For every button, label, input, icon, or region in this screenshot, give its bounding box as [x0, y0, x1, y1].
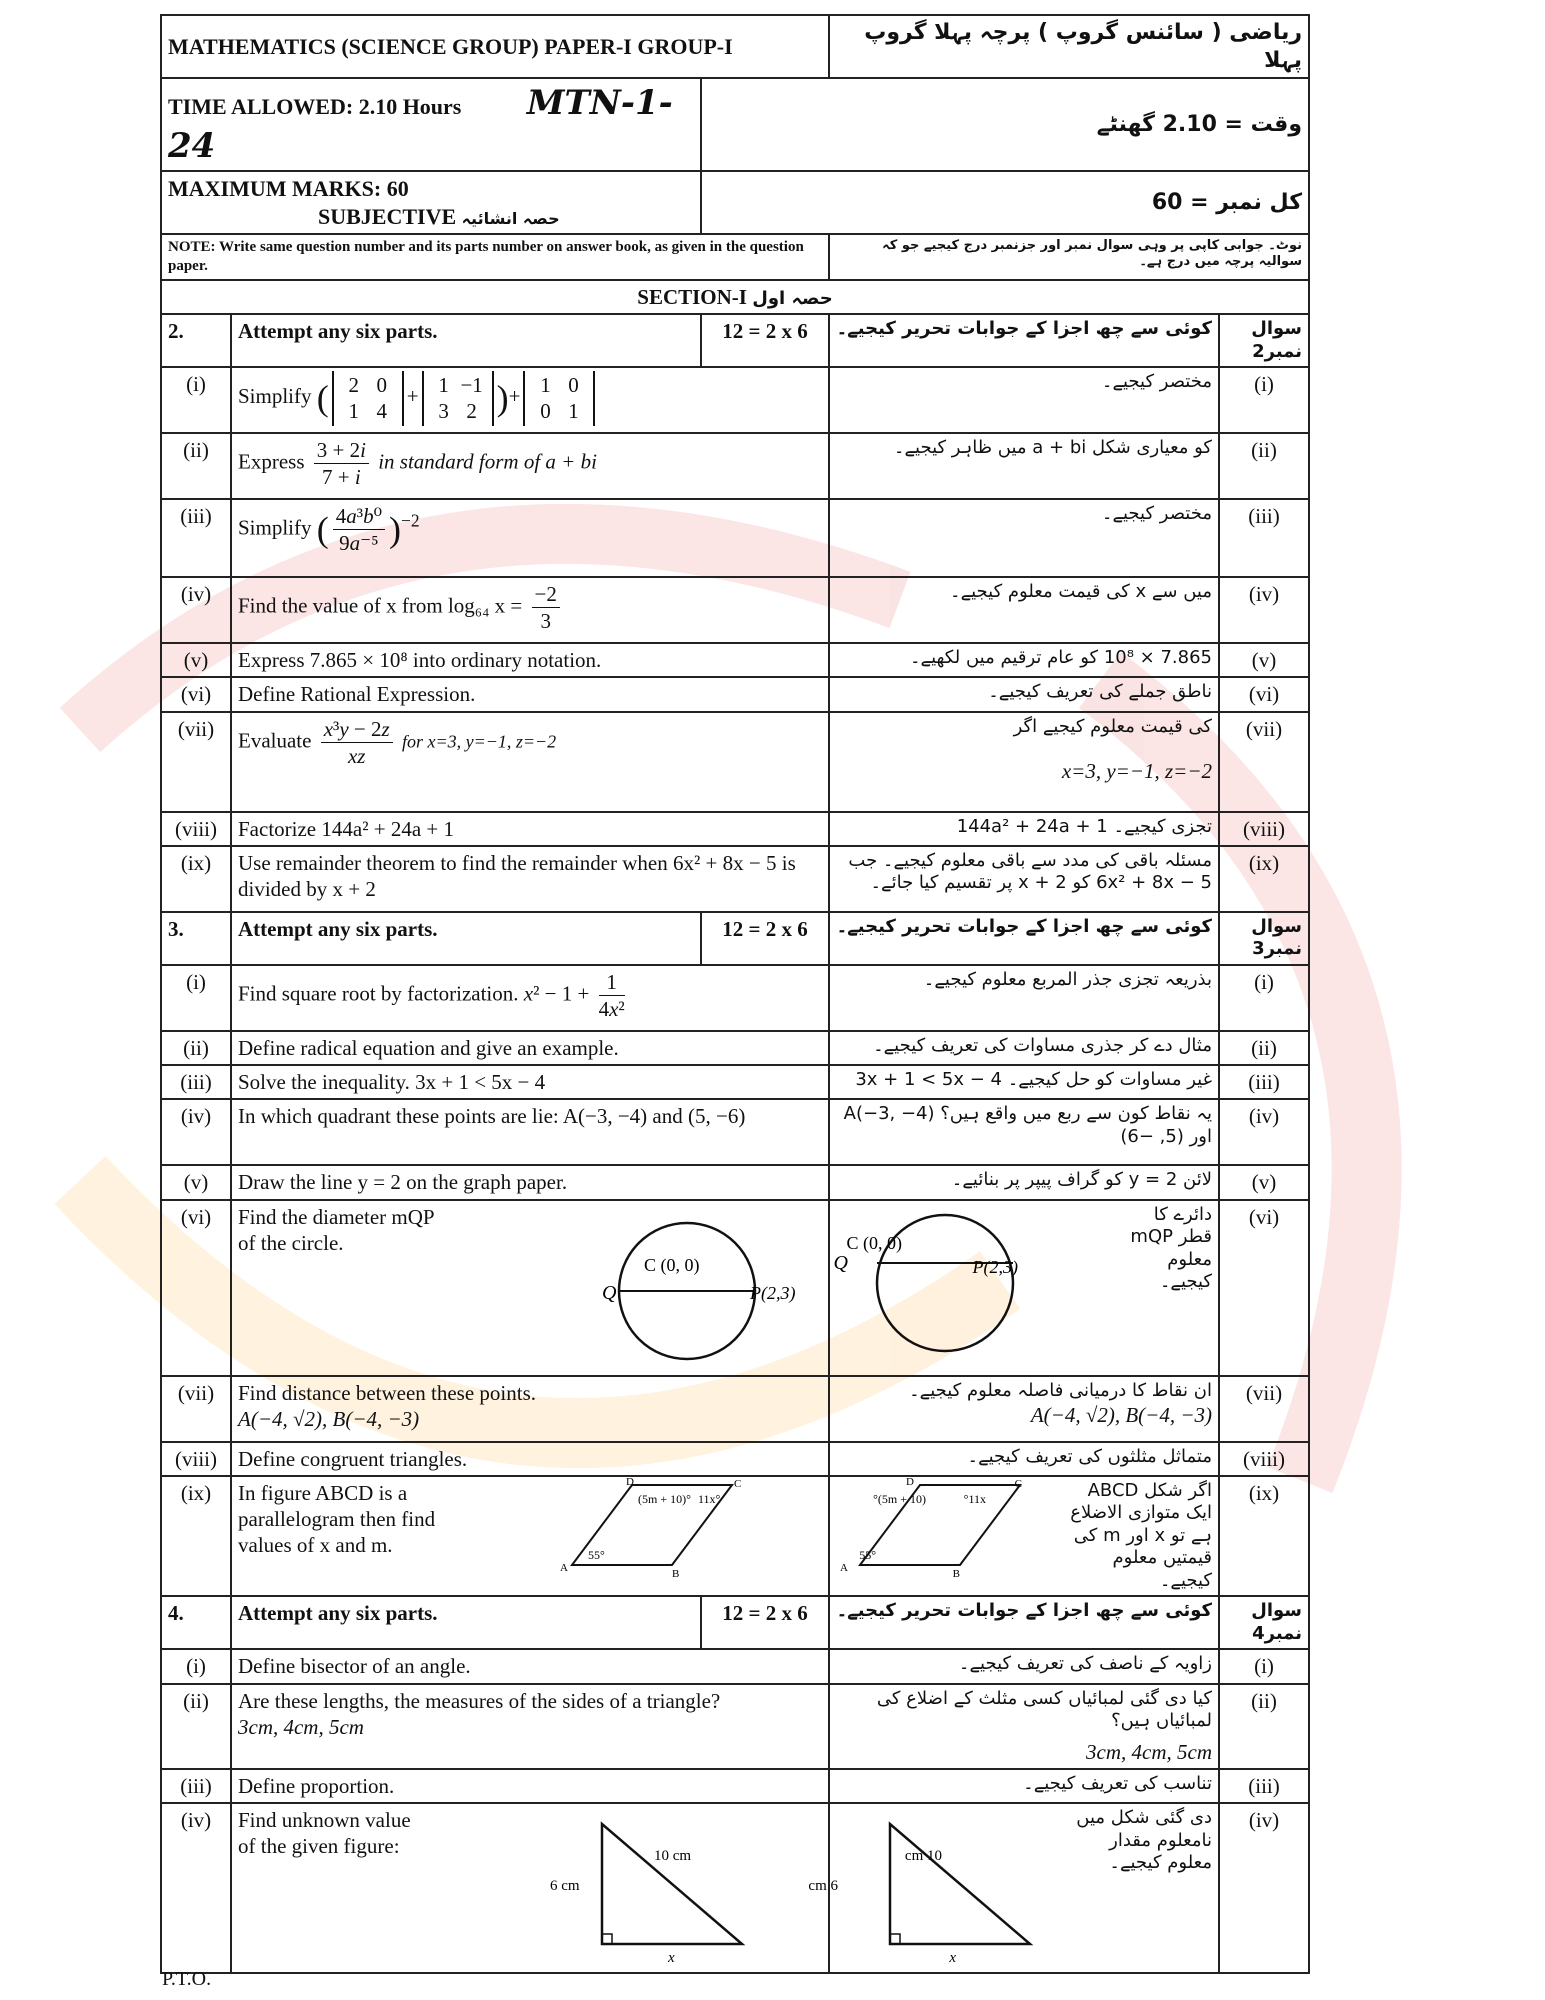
pto-footer: P.T.O.	[162, 1968, 212, 1990]
q3-part-v: (v) Draw the line y = 2 on the graph paper. لائن y = 2 کو گراف پیپر پر بنائیے۔ (v)	[161, 1165, 1309, 1199]
svg-text:(5m + 10)°: (5m + 10)°	[873, 1491, 926, 1506]
q4-part-iii: (iii) Define proportion. تناسب کی تعریف کیجیے۔ (iii)	[161, 1769, 1309, 1803]
marks-ur: کل نمبر = 60	[701, 171, 1309, 234]
triangle-figure-en	[542, 1804, 782, 1964]
q3-part-i: (i) Find square root by factorization. x² − 1 + $\frac{1}{\text{4x²}}$ بذریعہ تجزی جذر المربع معلوم کیجیے۔ (i)	[161, 965, 1309, 1031]
point-p-label: P(2,3)	[750, 1282, 796, 1303]
q2-part-ix: (ix) Use remainder theorem to find the remainder when 6x² + 8x − 5 is divided by x + 2 مسئلہ باقی کی مدد سے باقی معلوم کیجیے۔ جب 6x² + 8x − 5 کو x + 2 پر تقسیم کیا جائے۔ (ix)	[161, 846, 1309, 912]
svg-text:D: D	[906, 1475, 914, 1488]
q2-part-vii: (vii) Evaluate $\frac{\text{x³y − 2z}}{xz}$ for x=3, y=−1, z=−2 کی قیمت معلوم کیجیے اگر x=3, y=−1, z=−2 (vii)	[161, 712, 1309, 812]
svg-text:10 cm: 10 cm	[654, 1848, 692, 1864]
q3-part-vi: (vi) Find the diameter mQP of the circle. C (0, 0) Q P(2,3) C (0, 0) Q P(2,3) دائرے کا قطر mQP معلوم کیجیے۔ (vi)	[161, 1200, 1309, 1376]
q2-part-ii: (ii) Express $\frac{3 + 2i}{7 + i}$ in standard form of a + bi کو معیاری شکل a + bi میں ظاہر کیجیے۔ (ii)	[161, 433, 1309, 499]
svg-text:D: D	[626, 1475, 634, 1488]
svg-text:11x°: 11x°	[963, 1491, 986, 1506]
circle-figure-ur	[833, 1203, 1090, 1363]
marks-en: MAXIMUM MARKS: 60 SUBJECTIVE حصہ انشائیہ	[161, 171, 701, 234]
q4-part-ii: (ii) Are these lengths, the measures of the sides of a triangle? 3cm, 4cm, 5cm کیا دی گئی لمبائیاں کسی مثلث کے اضلاع کی لمبائیاں ہیں؟ 3cm, 4cm, 5cm (ii)	[161, 1684, 1309, 1769]
paper-code: MTN-1-24	[168, 83, 673, 166]
svg-text:B: B	[672, 1567, 680, 1580]
svg-text:A: A	[840, 1561, 848, 1574]
point-q-label: Q	[602, 1281, 617, 1304]
note-en: NOTE: Write same question number and its parts number on answer book, as given in the question paper.	[161, 234, 829, 280]
q3-part-iv: (iv) In which quadrant these points are lie: A(−3, −4) and (5, −6) یہ نقاط کون سے ربع میں واقع ہیں؟ A(−3, −4) اور (5, −6) (iv)	[161, 1099, 1309, 1165]
q3-part-iii: (iii) Solve the inequality. 3x + 1 < 5x − 4 غیر مساوات کو حل کیجیے۔ 3x + 1 < 5x − 4 (iii)	[161, 1065, 1309, 1099]
subjective-ur: حصہ انشائیہ	[461, 208, 560, 228]
svg-text:11x°: 11x°	[698, 1491, 721, 1506]
svg-text:(5m + 10)°: (5m + 10)°	[638, 1491, 691, 1506]
time-ur: وقت = 2.10 گھنٹے	[701, 78, 1309, 171]
q2-part-v: (v) Express 7.865 × 10⁸ into ordinary notation. 7.865 × 10⁸ کو عام ترقیم میں لکھیے۔ (v)	[161, 643, 1309, 677]
note-ur: نوٹ۔ جوابی کاپی پر وہی سوال نمبر اور جزنمبر درج کیجیے جو کہ سوالیہ پرچہ میں درج ہے۔	[829, 234, 1309, 280]
q3-part-vii: (vii) Find distance between these points. A(−4, √2), B(−4, −3) ان نقاط کا درمیانی فاصلہ معلوم کیجیے۔ A(−4, √2), B(−4, −3) (vii)	[161, 1376, 1309, 1442]
section-heading: SECTION-I حصہ اول	[161, 280, 1309, 315]
q4-part-iv: (iv) Find unknown value of the given figure: 6 cm 10 cm x 6 cm 10 cm x دی گئی شکل میں نامعلوم مقدار معلوم کیجیے۔ (iv)	[161, 1803, 1309, 1973]
q2-part-vi: (vi) Define Rational Expression. ناطق جملے کی تعریف کیجیے۔ (vi)	[161, 677, 1309, 711]
q2-part-iii: (iii) Simplify ( $\frac{\text{4a³b⁰}}{\text{9a⁻⁵}}$ )$^{-2}$ مختصر کیجیے۔ (iii)	[161, 499, 1309, 577]
q4-part-i: (i) Define bisector of an angle. زاویہ کے ناصف کی تعریف کیجیے۔ (i)	[161, 1649, 1309, 1683]
triangle-figure-ur	[808, 1804, 1070, 1966]
subjective-label: SUBJECTIVE	[318, 203, 457, 229]
center-label: C (0, 0)	[644, 1254, 700, 1275]
svg-text:x: x	[668, 1950, 675, 1966]
svg-text:A: A	[560, 1561, 568, 1574]
svg-text:Q: Q	[833, 1251, 848, 1274]
parallelogram-figure-ur	[830, 1475, 1060, 1580]
time-en: TIME ALLOWED: 2.10 Hours MTN-1-24	[161, 78, 701, 171]
circle-figure-en	[602, 1211, 802, 1371]
question-paper	[160, 14, 1308, 1974]
svg-text:x: x	[949, 1950, 956, 1966]
parallelogram-figure-en	[532, 1475, 772, 1580]
svg-text:10 cm: 10 cm	[904, 1848, 942, 1864]
q3-part-ii: (ii) Define radical equation and give an example. مثال دے کر جذری مساوات کی تعریف کیجیے۔ (ii)	[161, 1031, 1309, 1065]
q4-header: 4. Attempt any six parts. 12 = 2 x 6 کوئی سے چھ اجزا کے جوابات تحریر کیجیے۔ سوال نمبر4	[161, 1596, 1309, 1649]
svg-text:C: C	[734, 1477, 742, 1490]
svg-text:C (0, 0): C (0, 0)	[846, 1232, 902, 1253]
q3-part-ix: (ix) In figure ABCD is a parallelogram then find values of x and m. D C A B (5m + 10)° 11x° 55° D C A B (5m + 10)° 11x° 55° اگر شکل ABCD ایک متوازی الاضلاع ہے تو x اور m کی قیمتیں معلوم کیجیے۔ (ix)	[161, 1476, 1309, 1597]
svg-text:P(2,3): P(2,3)	[972, 1256, 1018, 1277]
q2-part-viii: (viii) Factorize 144a² + 24a + 1 تجزی کیجیے۔ 144a² + 24a + 1 (viii)	[161, 812, 1309, 846]
q3-part-viii: (viii) Define congruent triangles. متماثل مثلثوں کی تعریف کیجیے۔ (viii)	[161, 1442, 1309, 1476]
title-ur: ریاضی ( سائنس گروپ ) پرچہ پہلا گروپ پہلا	[829, 15, 1309, 78]
q2-header: 2. Attempt any six parts. 12 = 2 x 6 کوئی سے چھ اجزا کے جوابات تحریر کیجیے۔ سوال نمبر2	[161, 314, 1309, 367]
svg-text:B: B	[952, 1567, 960, 1580]
svg-text:C: C	[1014, 1477, 1022, 1490]
svg-text:6 cm: 6 cm	[550, 1878, 580, 1894]
svg-text:55°: 55°	[588, 1547, 605, 1562]
svg-text:6 cm: 6 cm	[808, 1878, 838, 1894]
triangle-shape	[602, 1824, 742, 1944]
q3-header: 3. Attempt any six parts. 12 = 2 x 6 کوئی سے چھ اجزا کے جوابات تحریر کیجیے۔ سوال نمبر3	[161, 912, 1309, 965]
q2-part-iv: (iv) Find the value of x from log₆₄ x = $\frac{-2}{3}$ میں سے x کی قیمت معلوم کیجیے۔ (iv)	[161, 577, 1309, 643]
title-en: MATHEMATICS (SCIENCE GROUP) PAPER-I GROUP-I	[161, 15, 829, 78]
q2-part-i: (i) Simplify ( 2 0 1 4 + 1 −1 3 2 )+ 1 0 0 1 مختصر کیجیے۔ (i)	[161, 367, 1309, 433]
svg-text:55°: 55°	[859, 1547, 876, 1562]
